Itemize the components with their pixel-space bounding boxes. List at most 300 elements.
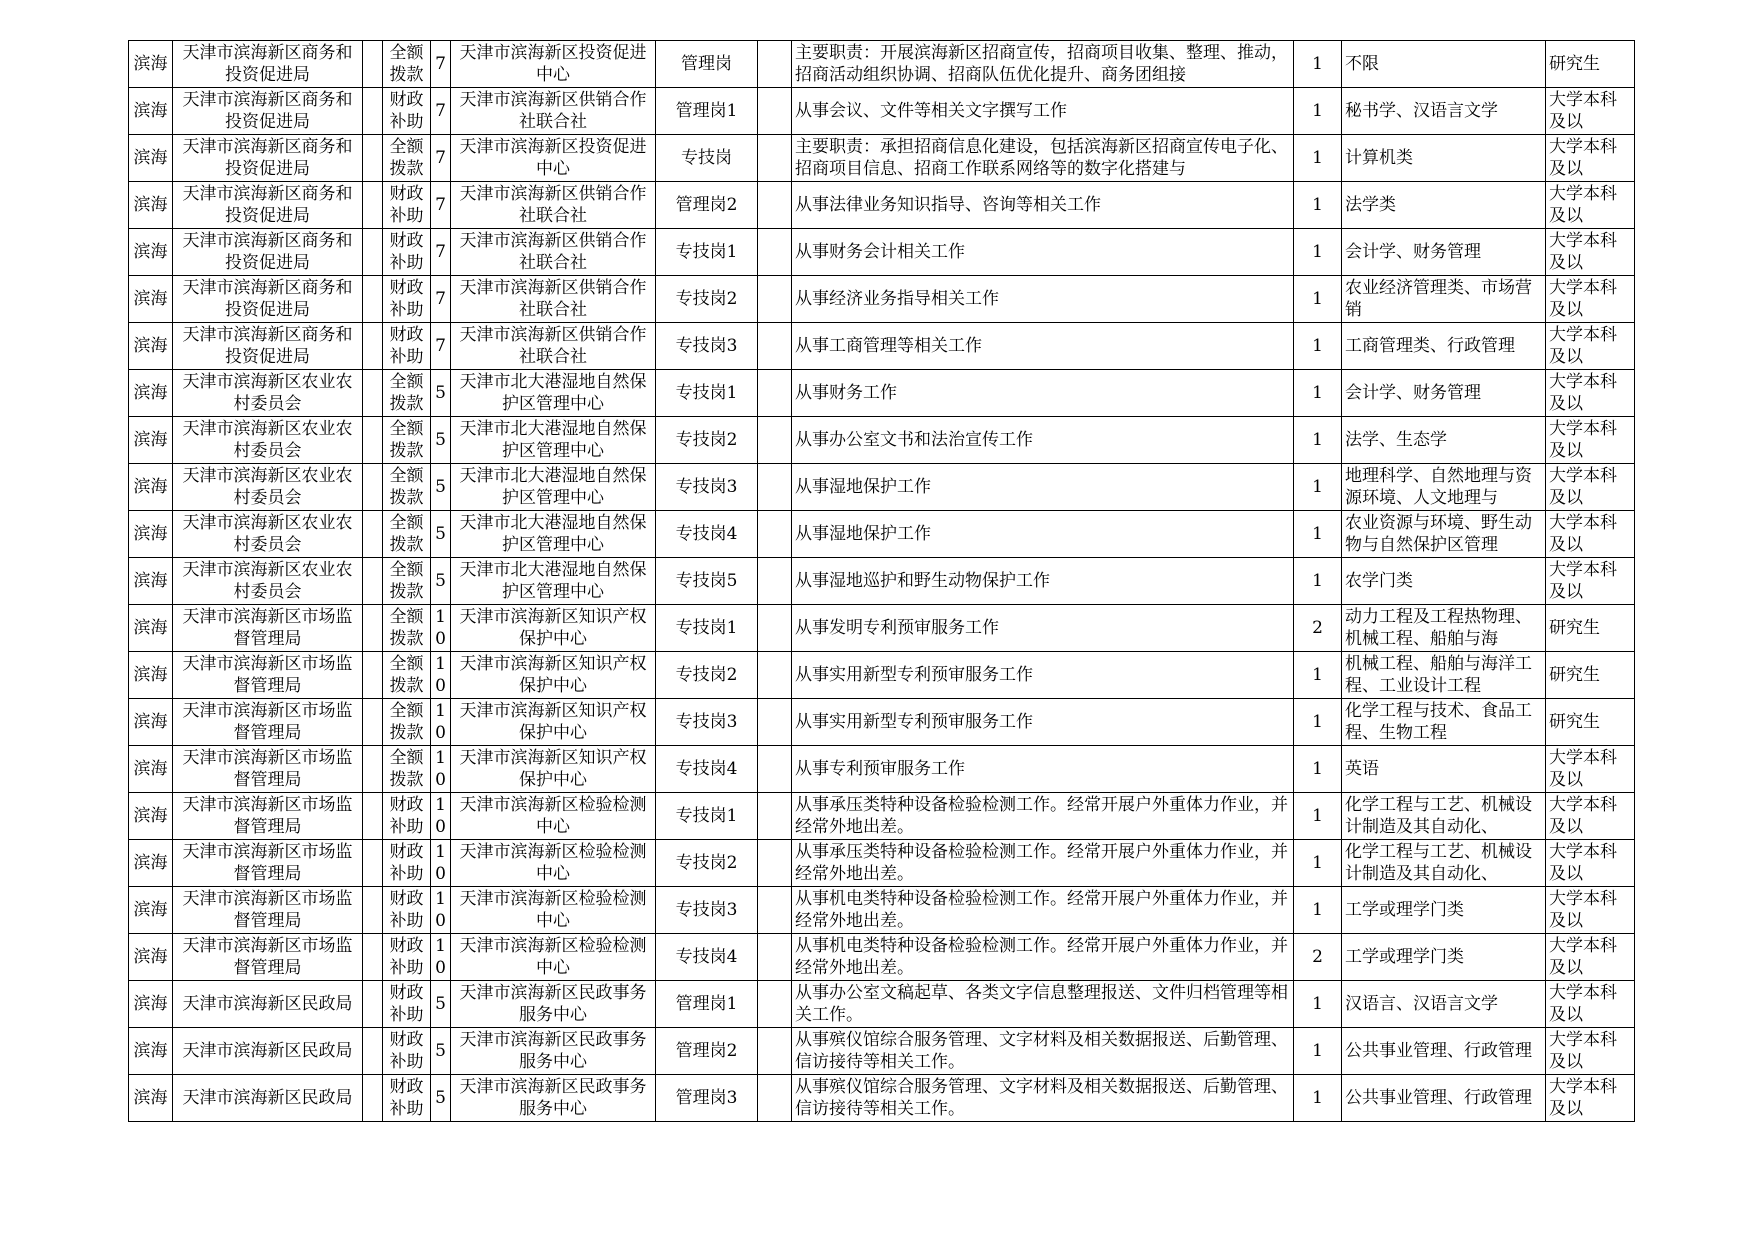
hiring-unit-text: 天津市滨海新区知识产权保护中心 [459,654,647,696]
blank-cell [758,182,792,229]
job-description-text: 从事实用新型专利预审服务工作 [795,712,1033,732]
unit-number-cell [431,558,451,605]
hiring-unit-cell [451,934,656,981]
area-text: 滨海 [133,148,168,168]
education-requirement-text: 大学本科及以 [1549,419,1617,461]
hiring-unit-cell [451,1028,656,1075]
job-description-text: 从事财务工作 [795,383,897,403]
table-row [129,88,1635,135]
post-name-cell [656,464,758,511]
unit-number-text: 7 [435,54,446,74]
post-name-text: 专技岗 [681,148,732,168]
blank-cell [363,981,383,1028]
table-body [129,41,1635,1122]
department-text: 天津市滨海新区市场监督管理局 [182,936,353,978]
post-name-text: 专技岗2 [675,289,738,309]
hiring-unit-cell [451,88,656,135]
hire-count-cell [1294,746,1342,793]
hire-count-cell [1294,934,1342,981]
major-requirement-text: 法学类 [1345,195,1396,215]
hiring-unit-cell [451,135,656,182]
funding-type-cell [383,887,431,934]
post-name-text: 专技岗2 [675,430,738,450]
education-requirement-text: 大学本科及以 [1549,889,1617,931]
unit-number-cell [431,605,451,652]
funding-type-text: 财政补助 [389,936,424,978]
hire-count-cell [1294,88,1342,135]
education-requirement-cell [1546,981,1635,1028]
area-text: 滨海 [133,571,168,591]
area-text: 滨海 [133,712,168,732]
hiring-unit-text: 天津市滨海新区检验检测中心 [459,842,647,884]
education-requirement-cell [1546,793,1635,840]
blank-cell [758,793,792,840]
job-description-text: 从事法律业务知识指导、咨询等相关工作 [795,195,1101,215]
unit-number-cell [431,370,451,417]
funding-type-cell [383,276,431,323]
hire-count-cell [1294,981,1342,1028]
hiring-unit-cell [451,229,656,276]
funding-type-text: 财政补助 [389,795,424,837]
job-description-cell [792,276,1294,323]
post-name-text: 管理岗2 [675,1041,738,1061]
job-description-cell [792,887,1294,934]
hire-count-text: 1 [1312,336,1323,356]
hire-count-cell [1294,840,1342,887]
funding-type-text: 财政补助 [389,842,424,884]
area-cell [129,182,173,229]
hire-count-text: 1 [1312,524,1323,544]
hire-count-text: 1 [1312,712,1323,732]
post-name-cell [656,276,758,323]
job-description-cell [792,323,1294,370]
unit-number-text: 5 [435,383,446,403]
job-description-text: 从事湿地保护工作 [795,524,931,544]
funding-type-text: 全额拨款 [389,43,424,85]
hire-count-text: 1 [1312,1041,1323,1061]
hiring-unit-text: 天津市滨海新区知识产权保护中心 [459,607,647,649]
major-requirement-cell [1342,887,1546,934]
area-cell [129,1028,173,1075]
hiring-unit-text: 天津市滨海新区供销合作社联合社 [459,184,647,226]
table-row [129,746,1635,793]
funding-type-cell [383,323,431,370]
blank-cell [758,229,792,276]
post-name-cell [656,981,758,1028]
hiring-unit-text: 天津市滨海新区供销合作社联合社 [459,90,647,132]
funding-type-cell [383,229,431,276]
department-text: 天津市滨海新区市场监督管理局 [182,654,353,696]
post-name-text: 管理岗1 [675,101,738,121]
major-requirement-text: 化学工程与工艺、机械设计制造及其自动化、 [1345,795,1532,837]
hiring-unit-cell [451,652,656,699]
job-description-text: 从事办公室文稿起草、各类文字信息整理报送、文件归档管理等相关工作。 [795,983,1288,1025]
major-requirement-cell [1342,41,1546,88]
unit-number-text: 5 [435,1041,446,1061]
table-row [129,511,1635,558]
hiring-unit-cell [451,746,656,793]
recruitment-table [128,40,1635,1122]
table-row [129,464,1635,511]
hire-count-text: 1 [1312,477,1323,497]
unit-number-cell [431,981,451,1028]
hire-count-cell [1294,793,1342,840]
major-requirement-text: 工学或理学门类 [1345,947,1464,967]
table-row [129,182,1635,229]
department-text: 天津市滨海新区民政局 [182,1088,353,1108]
department-cell [173,793,363,840]
education-requirement-text: 大学本科及以 [1549,466,1617,508]
funding-type-text: 财政补助 [389,325,424,367]
hiring-unit-text: 天津市滨海新区民政事务服务中心 [459,983,647,1025]
funding-type-cell [383,793,431,840]
job-description-text: 从事湿地巡护和野生动物保护工作 [795,571,1050,591]
job-description-cell [792,840,1294,887]
hire-count-cell [1294,323,1342,370]
unit-number-cell [431,1028,451,1075]
department-text: 天津市滨海新区民政局 [182,994,353,1014]
education-requirement-text: 大学本科及以 [1549,748,1617,790]
department-text: 天津市滨海新区商务和投资促进局 [182,325,353,367]
hiring-unit-cell [451,605,656,652]
job-description-text: 从事财务会计相关工作 [795,242,965,262]
table-row [129,276,1635,323]
hiring-unit-cell [451,699,656,746]
blank-cell [363,511,383,558]
funding-type-text: 全额拨款 [389,513,424,555]
hiring-unit-cell [451,41,656,88]
blank-cell [758,370,792,417]
post-name-text: 管理岗3 [675,1088,738,1108]
department-cell [173,558,363,605]
unit-number-cell [431,887,451,934]
blank-cell [758,840,792,887]
education-requirement-cell [1546,840,1635,887]
major-requirement-cell [1342,276,1546,323]
unit-number-text: 7 [435,336,446,356]
funding-type-text: 全额拨款 [389,748,424,790]
hiring-unit-text: 天津市滨海新区知识产权保护中心 [459,701,647,743]
blank-cell [758,464,792,511]
table-row [129,370,1635,417]
area-cell [129,934,173,981]
table-row [129,699,1635,746]
area-cell [129,746,173,793]
blank-cell [363,229,383,276]
hire-count-cell [1294,135,1342,182]
unit-number-cell [431,88,451,135]
blank-cell [363,417,383,464]
funding-type-text: 全额拨款 [389,607,424,649]
area-cell [129,652,173,699]
education-requirement-cell [1546,511,1635,558]
job-description-text: 从事发明专利预审服务工作 [795,618,999,638]
education-requirement-cell [1546,229,1635,276]
post-name-cell [656,605,758,652]
area-cell [129,370,173,417]
blank-cell [758,558,792,605]
unit-number-text: 7 [435,148,446,168]
major-requirement-text: 农学门类 [1345,571,1413,591]
job-description-cell [792,605,1294,652]
job-description-text: 主要职责：承担招商信息化建设，包括滨海新区招商宣传电子化、招商项目信息、招商工作联系网络等的数字化搭建与 [795,137,1288,179]
blank-cell [758,323,792,370]
hiring-unit-text: 天津市北大港湿地自然保护区管理中心 [459,560,647,602]
funding-type-cell [383,605,431,652]
blank-cell [363,558,383,605]
post-name-cell [656,323,758,370]
hiring-unit-text: 天津市滨海新区检验检测中心 [459,889,647,931]
blank-cell [363,699,383,746]
major-requirement-cell [1342,417,1546,464]
blank-cell [758,887,792,934]
job-description-cell [792,699,1294,746]
hire-count-cell [1294,511,1342,558]
area-cell [129,135,173,182]
department-text: 天津市滨海新区民政局 [182,1041,353,1061]
department-text: 天津市滨海新区市场监督管理局 [182,842,353,884]
blank-cell [363,41,383,88]
post-name-text: 专技岗1 [675,806,738,826]
hiring-unit-text: 天津市滨海新区供销合作社联合社 [459,278,647,320]
unit-number-cell [431,229,451,276]
blank-cell [758,934,792,981]
funding-type-cell [383,652,431,699]
unit-number-cell [431,652,451,699]
funding-type-cell [383,981,431,1028]
table-row [129,323,1635,370]
major-requirement-cell [1342,699,1546,746]
job-description-text: 从事专利预审服务工作 [795,759,965,779]
post-name-cell [656,652,758,699]
table-row [129,652,1635,699]
education-requirement-cell [1546,464,1635,511]
department-text: 天津市滨海新区市场监督管理局 [182,748,353,790]
area-text: 滨海 [133,806,168,826]
unit-number-text: 5 [435,994,446,1014]
major-requirement-cell [1342,605,1546,652]
area-text: 滨海 [133,54,168,74]
unit-number-text: 5 [435,1088,446,1108]
blank-cell [758,699,792,746]
table-row [129,1075,1635,1122]
unit-number-text: 10 [435,936,446,978]
area-text: 滨海 [133,1041,168,1061]
education-requirement-text: 大学本科及以 [1549,513,1617,555]
department-cell [173,229,363,276]
hire-count-cell [1294,417,1342,464]
unit-number-text: 10 [435,654,446,696]
hire-count-text: 1 [1312,430,1323,450]
blank-cell [758,981,792,1028]
education-requirement-text: 大学本科及以 [1549,231,1617,273]
unit-number-cell [431,417,451,464]
area-cell [129,699,173,746]
funding-type-cell [383,41,431,88]
blank-cell [363,370,383,417]
unit-number-text: 10 [435,795,446,837]
department-cell [173,370,363,417]
department-cell [173,887,363,934]
education-requirement-text: 大学本科及以 [1549,325,1617,367]
funding-type-cell [383,699,431,746]
unit-number-cell [431,934,451,981]
hiring-unit-text: 天津市滨海新区供销合作社联合社 [459,231,647,273]
blank-cell [758,652,792,699]
area-cell [129,793,173,840]
job-description-text: 从事承压类特种设备检验检测工作。经常开展户外重体力作业，并经常外地出差。 [795,795,1288,837]
unit-number-text: 5 [435,477,446,497]
hire-count-text: 2 [1312,947,1323,967]
post-name-cell [656,182,758,229]
department-text: 天津市滨海新区农业农村委员会 [182,466,353,508]
area-text: 滨海 [133,853,168,873]
area-cell [129,88,173,135]
area-text: 滨海 [133,900,168,920]
unit-number-text: 7 [435,101,446,121]
post-name-text: 专技岗1 [675,618,738,638]
area-cell [129,1075,173,1122]
education-requirement-cell [1546,652,1635,699]
hiring-unit-text: 天津市滨海新区知识产权保护中心 [459,748,647,790]
major-requirement-cell [1342,558,1546,605]
department-text: 天津市滨海新区商务和投资促进局 [182,137,353,179]
hiring-unit-cell [451,323,656,370]
unit-number-cell [431,1075,451,1122]
funding-type-text: 财政补助 [389,1030,424,1072]
blank-cell [363,182,383,229]
hiring-unit-cell [451,417,656,464]
department-text: 天津市滨海新区商务和投资促进局 [182,278,353,320]
department-text: 天津市滨海新区商务和投资促进局 [182,231,353,273]
hiring-unit-cell [451,370,656,417]
area-cell [129,229,173,276]
blank-cell [363,323,383,370]
post-name-cell [656,417,758,464]
unit-number-cell [431,699,451,746]
hiring-unit-text: 天津市北大港湿地自然保护区管理中心 [459,466,647,508]
hire-count-text: 1 [1312,195,1323,215]
hire-count-cell [1294,182,1342,229]
education-requirement-cell [1546,746,1635,793]
job-description-text: 主要职责：开展滨海新区招商宣传，招商项目收集、整理、推动，招商活动组织协调、招商队伍优化提升、商务团组接 [795,43,1288,85]
post-name-cell [656,135,758,182]
department-text: 天津市滨海新区商务和投资促进局 [182,184,353,226]
department-cell [173,699,363,746]
unit-number-cell [431,182,451,229]
major-requirement-text: 地理科学、自然地理与资源环境、人文地理与 [1345,466,1532,508]
department-cell [173,135,363,182]
hire-count-text: 1 [1312,571,1323,591]
post-name-cell [656,1075,758,1122]
unit-number-cell [431,464,451,511]
major-requirement-cell [1342,88,1546,135]
major-requirement-text: 汉语言、汉语言文学 [1345,994,1498,1014]
blank-cell [363,1075,383,1122]
job-description-text: 从事承压类特种设备检验检测工作。经常开展户外重体力作业，并经常外地出差。 [795,842,1288,884]
hire-count-cell [1294,558,1342,605]
post-name-text: 专技岗4 [675,759,738,779]
education-requirement-text: 研究生 [1549,665,1600,685]
hire-count-cell [1294,229,1342,276]
table-row [129,887,1635,934]
department-cell [173,88,363,135]
blank-cell [363,605,383,652]
hiring-unit-text: 天津市滨海新区民政事务服务中心 [459,1030,647,1072]
major-requirement-cell [1342,135,1546,182]
job-description-cell [792,41,1294,88]
major-requirement-text: 化学工程与技术、食品工程、生物工程 [1345,701,1532,743]
hire-count-text: 1 [1312,1088,1323,1108]
department-text: 天津市滨海新区农业农村委员会 [182,513,353,555]
unit-number-cell [431,840,451,887]
funding-type-text: 财政补助 [389,231,424,273]
major-requirement-text: 农业经济管理类、市场营销 [1345,278,1532,320]
post-name-text: 管理岗 [681,54,732,74]
hire-count-text: 1 [1312,665,1323,685]
unit-number-cell [431,511,451,558]
post-name-text: 专技岗3 [675,900,738,920]
major-requirement-text: 英语 [1345,759,1379,779]
hiring-unit-cell [451,558,656,605]
post-name-cell [656,370,758,417]
job-description-cell [792,229,1294,276]
post-name-text: 专技岗2 [675,665,738,685]
post-name-text: 专技岗2 [675,853,738,873]
funding-type-text: 全额拨款 [389,560,424,602]
major-requirement-text: 会计学、财务管理 [1345,383,1481,403]
blank-cell [363,793,383,840]
job-description-cell [792,88,1294,135]
hire-count-cell [1294,464,1342,511]
funding-type-cell [383,746,431,793]
funding-type-cell [383,370,431,417]
table-row [129,840,1635,887]
post-name-cell [656,88,758,135]
table-row [129,1028,1635,1075]
funding-type-text: 全额拨款 [389,419,424,461]
major-requirement-cell [1342,793,1546,840]
post-name-cell [656,934,758,981]
major-requirement-cell [1342,464,1546,511]
post-name-text: 专技岗1 [675,383,738,403]
job-description-cell [792,558,1294,605]
blank-cell [758,605,792,652]
post-name-text: 专技岗3 [675,477,738,497]
funding-type-cell [383,88,431,135]
major-requirement-text: 化学工程与工艺、机械设计制造及其自动化、 [1345,842,1532,884]
unit-number-text: 10 [435,842,446,884]
unit-number-cell [431,135,451,182]
area-text: 滨海 [133,524,168,544]
department-cell [173,1075,363,1122]
hire-count-cell [1294,699,1342,746]
department-text: 天津市滨海新区商务和投资促进局 [182,90,353,132]
hire-count-text: 1 [1312,900,1323,920]
job-description-cell [792,1075,1294,1122]
unit-number-cell [431,323,451,370]
major-requirement-text: 工商管理类、行政管理 [1345,336,1515,356]
area-cell [129,887,173,934]
post-name-cell [656,699,758,746]
table-row [129,981,1635,1028]
hiring-unit-text: 天津市滨海新区投资促进中心 [459,43,647,85]
blank-cell [758,1075,792,1122]
job-description-cell [792,1028,1294,1075]
funding-type-text: 全额拨款 [389,466,424,508]
area-cell [129,417,173,464]
unit-number-text: 10 [435,607,446,649]
